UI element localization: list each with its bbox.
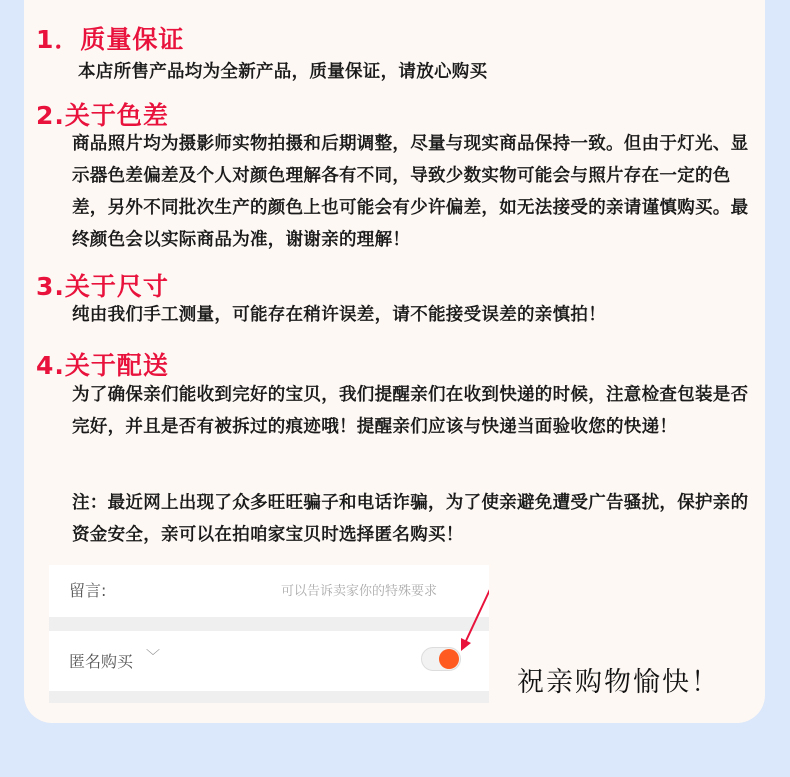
section-heading-delivery: 4.关于配送 <box>36 351 169 380</box>
message-row[interactable] <box>49 565 489 617</box>
anonymous-toggle[interactable] <box>421 647 461 671</box>
section-heading-color: 2.关于色差 <box>36 101 169 130</box>
section-text-notice: 注：最近网上出现了众多旺旺骗子和电话诈骗，为了使亲避免遭受广告骚扰，保护亲的资金安全，亲可以在拍咱家宝贝时选择匿名购买！ <box>72 493 749 545</box>
section-text-color: 商品照片均为摄影师实物拍摄和后期调整，尽量与现实商品保持一致。但由于灯光、显示器色差偏差及个人对颜色理解各有不同，导致少数实物可能会与照片存在一定的色差，另外不同批次生产的颜色上也可能会有少许偏差，如无法接受的亲请谨慎购买。最终颜色会以实际商品为准，谢谢亲的理解！ <box>72 134 749 250</box>
section-heading-size: 3.关于尺寸 <box>36 272 169 301</box>
divider <box>49 617 489 631</box>
chevron-down-icon: ﹀ <box>146 649 160 665</box>
message-label: 留言: <box>69 581 107 600</box>
closing-message: 祝亲购物愉快！ <box>517 667 720 698</box>
section-heading-quality: 1．质量保证 <box>36 25 185 54</box>
content-card <box>24 0 765 723</box>
message-placeholder: 可以告诉卖家你的特殊要求 <box>281 584 438 599</box>
section-text-quality: 本店所售产品均为全新产品，质量保证，请放心购买 <box>78 62 488 82</box>
anonymous-purchase-row[interactable] <box>49 631 489 691</box>
divider <box>49 691 489 703</box>
section-text-delivery: 为了确保亲们能收到完好的宝贝，我们提醒亲们在收到快递的时候，注意检查包装是否完好，并且是否有被拆过的痕迹哦！提醒亲们应该与快递当面验收您的快递！ <box>72 385 749 437</box>
order-form-screenshot <box>49 565 489 703</box>
anonymous-purchase-label: 匿名购买 <box>69 652 134 671</box>
section-text-size: 纯由我们手工测量，可能存在稍许误差，请不能接受误差的亲慎拍！ <box>72 305 606 325</box>
toggle-knob <box>439 649 459 669</box>
